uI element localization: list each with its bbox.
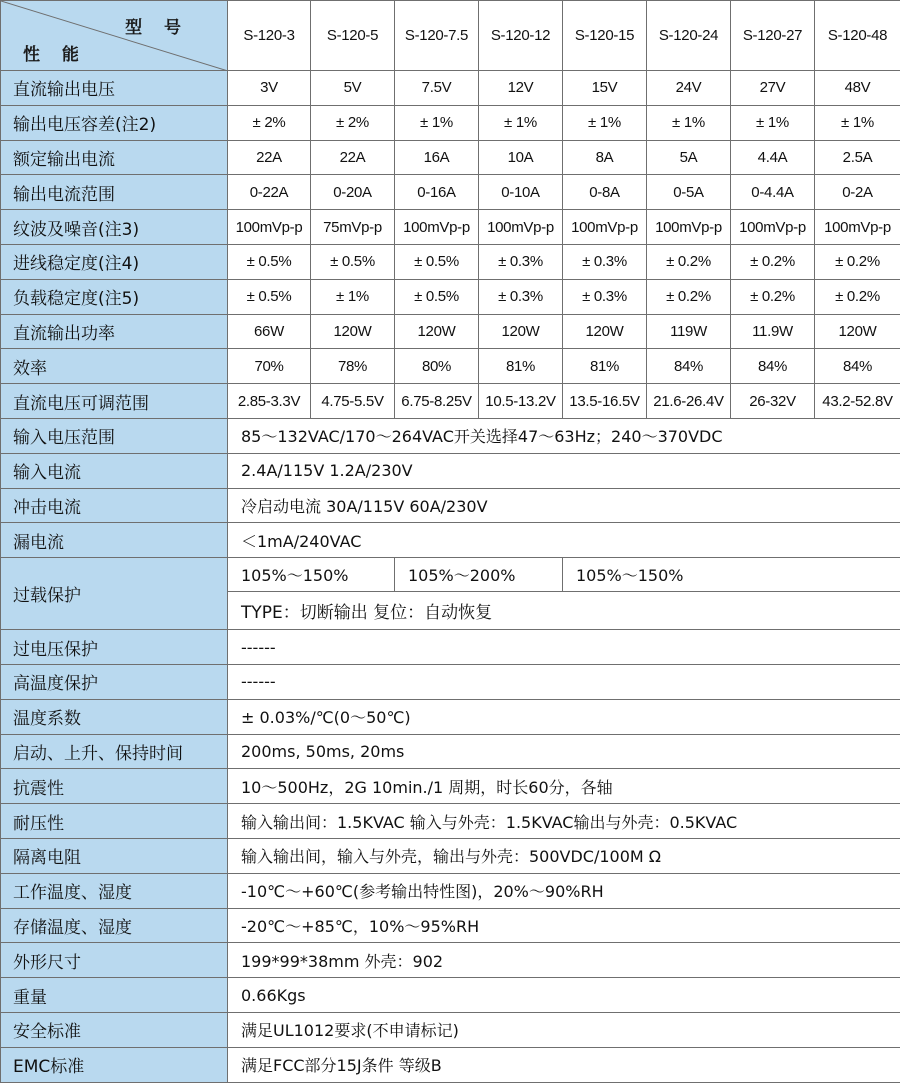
value-cell: 3V <box>228 71 311 106</box>
value-cell: 120W <box>563 314 647 349</box>
value-cell: ± 0.5% <box>395 279 479 314</box>
value-cell: 100mVp-p <box>647 210 731 245</box>
value-cell: ± 0.2% <box>647 279 731 314</box>
value-cell: 4.4A <box>731 140 815 175</box>
row-label: 额定输出电流 <box>1 140 228 175</box>
value-cell: 120W <box>395 314 479 349</box>
row-label: 冲击电流 <box>1 488 228 523</box>
value-cell: ± 1% <box>563 105 647 140</box>
spec-row <box>1 1047 900 1082</box>
spec-row <box>1 279 900 314</box>
spec-row <box>1 664 900 699</box>
value-cell: -10℃～+60℃(参考输出特性图)，20%～90%RH <box>228 873 900 908</box>
row-label: 直流输出功率 <box>1 314 228 349</box>
spec-row <box>1 873 900 908</box>
value-cell: 199*99*38mm 外壳：902 <box>228 943 900 978</box>
value-cell: 13.5-16.5V <box>563 384 647 419</box>
model-header: S-120-7.5 <box>395 1 479 71</box>
row-label: 温度系数 <box>1 699 228 734</box>
row-label: 耐压性 <box>1 804 228 839</box>
row-label: 重量 <box>1 978 228 1013</box>
value-cell: 0-8A <box>563 175 647 210</box>
value-cell: 16A <box>395 140 479 175</box>
value-cell: 75mVp-p <box>311 210 395 245</box>
model-header: S-120-27 <box>731 1 815 71</box>
value-cell: 11.9W <box>731 314 815 349</box>
value-cell: ± 1% <box>311 279 395 314</box>
spec-row <box>1 978 900 1013</box>
value-cell: 100mVp-p <box>228 210 311 245</box>
value-cell: 0-16A <box>395 175 479 210</box>
value-cell: 7.5V <box>395 71 479 106</box>
value-cell: ± 0.5% <box>395 244 479 279</box>
overload-range-cell: 105%～200% <box>395 558 563 592</box>
value-cell: 200ms, 50ms, 20ms <box>228 734 900 769</box>
value-cell: ------ <box>228 630 900 665</box>
value-cell: 100mVp-p <box>479 210 563 245</box>
value-cell: 84% <box>731 349 815 384</box>
spec-row <box>1 453 900 488</box>
value-cell: ± 0.3% <box>563 279 647 314</box>
value-cell: 120W <box>311 314 395 349</box>
model-header: S-120-15 <box>563 1 647 71</box>
row-label: 效率 <box>1 349 228 384</box>
value-cell: 冷启动电流 30A/115V 60A/230V <box>228 488 900 523</box>
value-cell: 0-2A <box>815 175 900 210</box>
value-cell: 满足UL1012要求(不申请标记) <box>228 1012 900 1047</box>
value-cell: 2.85-3.3V <box>228 384 311 419</box>
spec-row <box>1 523 900 558</box>
row-label: 高温度保护 <box>1 664 228 699</box>
row-label: 漏电流 <box>1 523 228 558</box>
value-cell: 43.2-52.8V <box>815 384 900 419</box>
value-cell: 6.75-8.25V <box>395 384 479 419</box>
value-cell: 2.4A/115V 1.2A/230V <box>228 453 900 488</box>
value-cell: 5A <box>647 140 731 175</box>
value-cell: 15V <box>563 71 647 106</box>
value-cell: 81% <box>479 349 563 384</box>
value-cell: 5V <box>311 71 395 106</box>
value-cell: 0-10A <box>479 175 563 210</box>
value-cell: ± 1% <box>731 105 815 140</box>
spec-row <box>1 244 900 279</box>
value-cell: 0-20A <box>311 175 395 210</box>
spec-row <box>1 734 900 769</box>
value-cell: ＜1mA/240VAC <box>228 523 900 558</box>
value-cell: ± 0.2% <box>731 279 815 314</box>
spec-row <box>1 488 900 523</box>
overload-range-cell: 105%～150% <box>563 558 900 592</box>
header-row <box>1 1 900 71</box>
value-cell: 2.5A <box>815 140 900 175</box>
value-cell: ± 1% <box>479 105 563 140</box>
value-cell: 70% <box>228 349 311 384</box>
row-label: 安全标准 <box>1 1012 228 1047</box>
row-label: 隔离电阻 <box>1 838 228 873</box>
value-cell: 84% <box>815 349 900 384</box>
value-cell: 10.5-13.2V <box>479 384 563 419</box>
row-label: 输入电流 <box>1 453 228 488</box>
value-cell: 22A <box>311 140 395 175</box>
spec-row <box>1 175 900 210</box>
spec-row <box>1 908 900 943</box>
value-cell: 80% <box>395 349 479 384</box>
row-label: EMC标准 <box>1 1047 228 1082</box>
value-cell: 100mVp-p <box>395 210 479 245</box>
value-cell: ± 1% <box>647 105 731 140</box>
value-cell: 21.6-26.4V <box>647 384 731 419</box>
value-cell: 84% <box>647 349 731 384</box>
spec-row <box>1 630 900 665</box>
value-cell: ± 0.03%/℃(0～50℃) <box>228 699 900 734</box>
value-cell: ± 1% <box>815 105 900 140</box>
row-label: 启动、上升、保持时间 <box>1 734 228 769</box>
spec-row <box>1 71 900 106</box>
value-cell: ± 0.3% <box>479 279 563 314</box>
value-cell: 78% <box>311 349 395 384</box>
value-cell: 4.75-5.5V <box>311 384 395 419</box>
value-cell: 119W <box>647 314 731 349</box>
value-cell: 10A <box>479 140 563 175</box>
value-cell: 0.66Kgs <box>228 978 900 1013</box>
value-cell: 输入输出间：1.5KVAC 输入与外壳：1.5KVAC输出与外壳：0.5KVAC <box>228 804 900 839</box>
spec-row <box>1 105 900 140</box>
spec-row <box>1 314 900 349</box>
value-cell: 10～500Hz，2G 10min./1 周期，时长60分，各轴 <box>228 769 900 804</box>
model-header: S-120-3 <box>228 1 311 71</box>
overload-type-cell: TYPE：切断输出 复位：自动恢复 <box>228 592 900 630</box>
spec-row <box>1 140 900 175</box>
value-cell: -20℃～+85℃，10%～95%RH <box>228 908 900 943</box>
value-cell: 12V <box>479 71 563 106</box>
value-cell: 27V <box>731 71 815 106</box>
value-cell: 22A <box>228 140 311 175</box>
value-cell: 120W <box>815 314 900 349</box>
row-label: 输出电压容差(注2) <box>1 105 228 140</box>
value-cell: 100mVp-p <box>815 210 900 245</box>
value-cell: 85～132VAC/170～264VAC开关选择47～63Hz；240～370VDC <box>228 418 900 453</box>
row-label: 外形尺寸 <box>1 943 228 978</box>
spec-row <box>1 418 900 453</box>
value-cell: ± 0.2% <box>815 244 900 279</box>
spec-row <box>1 384 900 419</box>
row-label: 直流输出电压 <box>1 71 228 106</box>
spec-row <box>1 943 900 978</box>
value-cell: 81% <box>563 349 647 384</box>
overload-row <box>1 558 900 592</box>
value-cell: 120W <box>479 314 563 349</box>
model-header: S-120-24 <box>647 1 731 71</box>
corner-perf-label: 性 能 <box>23 45 87 65</box>
model-header: S-120-5 <box>311 1 395 71</box>
model-header: S-120-48 <box>815 1 900 71</box>
value-cell: 24V <box>647 71 731 106</box>
value-cell: 0-5A <box>647 175 731 210</box>
row-label: 直流电压可调范围 <box>1 384 228 419</box>
value-cell: ± 0.3% <box>479 244 563 279</box>
row-label: 存储温度、湿度 <box>1 908 228 943</box>
value-cell: 输入输出间，输入与外壳，输出与外壳：500VDC/100M Ω <box>228 838 900 873</box>
value-cell: 48V <box>815 71 900 106</box>
value-cell: 26-32V <box>731 384 815 419</box>
value-cell: 满足FCC部分15J条件 等级B <box>228 1047 900 1082</box>
value-cell: ± 0.2% <box>731 244 815 279</box>
value-cell: 8A <box>563 140 647 175</box>
spec-row <box>1 1012 900 1047</box>
row-label: 纹波及噪音(注3) <box>1 210 228 245</box>
overload-range-cell: 105%～150% <box>228 558 395 592</box>
model-header: S-120-12 <box>479 1 563 71</box>
value-cell: 0-4.4A <box>731 175 815 210</box>
spec-row <box>1 210 900 245</box>
value-cell: ± 2% <box>228 105 311 140</box>
value-cell: 66W <box>228 314 311 349</box>
value-cell: 100mVp-p <box>731 210 815 245</box>
corner-header-cell <box>1 1 228 71</box>
value-cell: ± 0.5% <box>228 279 311 314</box>
spec-row <box>1 699 900 734</box>
row-label: 输出电流范围 <box>1 175 228 210</box>
value-cell: ± 0.2% <box>647 244 731 279</box>
value-cell: 0-22A <box>228 175 311 210</box>
value-cell: ± 1% <box>395 105 479 140</box>
spec-row <box>1 349 900 384</box>
value-cell: ± 0.5% <box>311 244 395 279</box>
row-label: 抗震性 <box>1 769 228 804</box>
value-cell: ± 0.5% <box>228 244 311 279</box>
spec-row <box>1 838 900 873</box>
spec-row <box>1 769 900 804</box>
value-cell: ± 0.3% <box>563 244 647 279</box>
spec-row <box>1 804 900 839</box>
row-label: 输入电压范围 <box>1 418 228 453</box>
value-cell: ± 0.2% <box>815 279 900 314</box>
row-label: 过载保护 <box>1 558 228 630</box>
row-label: 工作温度、湿度 <box>1 873 228 908</box>
corner-model-label: 型 号 <box>125 18 189 38</box>
row-label: 过电压保护 <box>1 630 228 665</box>
value-cell: ± 2% <box>311 105 395 140</box>
value-cell: 100mVp-p <box>563 210 647 245</box>
row-label: 进线稳定度(注4) <box>1 244 228 279</box>
value-cell: ------ <box>228 664 900 699</box>
row-label: 负载稳定度(注5) <box>1 279 228 314</box>
